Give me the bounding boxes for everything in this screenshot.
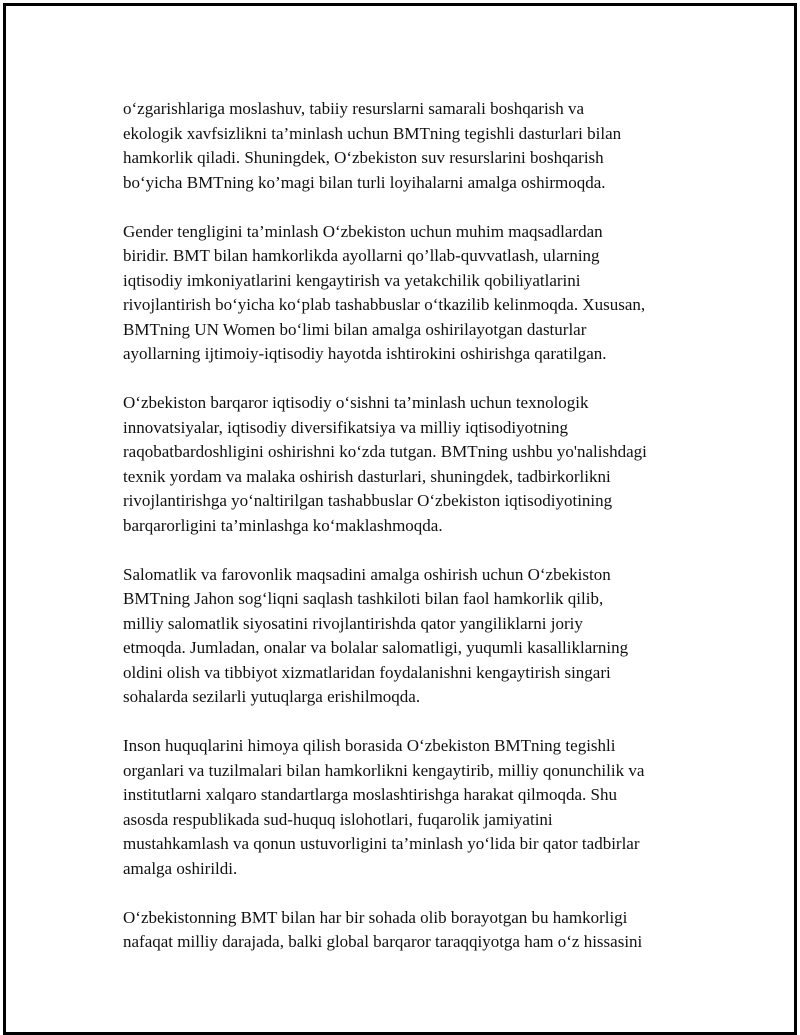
text-line: barqarorligini ta’minlashga ko‘maklashmoqda. <box>123 515 443 535</box>
text-line: milliy salomatlik siyosatini rivojlantirishda qator yangiliklarni joriy <box>123 613 583 633</box>
text-line: asosda respublikada sud-huquq islohotlari, fuqarolik jamiyatini <box>123 809 553 829</box>
document-body <box>123 97 703 979</box>
text-line: organlari va tuzilmalari bilan hamkorlikni kengaytirib, milliy qonunchilik va <box>123 760 645 780</box>
text-line: Inson huquqlarini himoya qilish borasida O‘zbekiston BMTning tegishli <box>123 736 616 755</box>
text-line: sohalarda sezilarli yutuqlarga erishilmoqda. <box>123 687 421 706</box>
text-line: rivojlantirishga yo‘naltirilgan tashabbuslar O‘zbekiston iqtisodiyotining <box>123 491 613 510</box>
text-line: nafaqat milliy darajada, balki global barqaror taraqqiyotga ham o‘z hissasini <box>123 932 643 951</box>
paragraph-economic-growth <box>123 391 703 538</box>
text-line: mustahkamlash va qonun ustuvorligini ta’minlash yo‘lida bir qator tadbirlar <box>123 834 640 853</box>
page-frame <box>3 3 797 1035</box>
text-line: Gender tengligini ta’minlash O‘zbekiston uchun muhim maqsadlardan <box>123 221 603 241</box>
paragraph-health <box>123 563 703 710</box>
text-line: ekologik xavfsizlikni ta’minlash uchun BMTning tegishli dasturlari bilan <box>123 123 622 143</box>
paragraph-human-rights <box>123 734 703 881</box>
text-line: Salomatlik va farovonlik maqsadini amalga oshirish uchun O‘zbekiston <box>123 564 611 584</box>
text-line: raqobatbardoshligini oshirishni ko‘zda tutgan. BMTning ushbu yo'nalishdagi <box>123 442 647 461</box>
text-line: bo‘yicha BMTning ko’magi bilan turli loyihalarni amalga oshirmoqda. <box>123 172 606 192</box>
text-line: amalga oshirildi. <box>123 858 238 878</box>
text-line: rivojlantirish bo‘yicha ko‘plab tashabbuslar o‘tkazilib kelinmoqda. Xususan, <box>123 295 646 314</box>
text-line: institutlarni xalqaro standartlarga moslashtirishga harakat qilmoqda. Shu <box>123 785 617 804</box>
paragraph-gender-equality <box>123 220 703 367</box>
text-line: BMTning UN Women bo‘limi bilan amalga oshirilayotgan dasturlar <box>123 319 587 339</box>
text-line: O‘zbekiston barqaror iqtisodiy o‘sishni ta’minlash uchun texnologik <box>123 393 589 412</box>
text-line: hamkorlik qiladi. Shuningdek, O‘zbekiston suv resurslarini boshqarish <box>123 148 604 167</box>
paragraph-environment <box>123 97 703 195</box>
text-line: BMTning Jahon sog‘liqni saqlash tashkiloti bilan faol hamkorlik qilib, <box>123 589 604 608</box>
text-line: o‘zgarishlariga moslashuv, tabiiy resurslarni samarali boshqarish va <box>123 99 585 118</box>
text-line: ayollarning ijtimoiy-iqtisodiy hayotda ishtirokini oshirishga qaratilgan. <box>123 344 607 363</box>
text-line: iqtisodiy imkoniyatlarini kengaytirish va yetakchilik qobiliyatlarini <box>123 270 581 290</box>
text-line: texnik yordam va malaka oshirish dasturlari, shuningdek, tadbirkorlikni <box>123 466 611 486</box>
text-line: innovatsiyalar, iqtisodiy diversifikatsiya va milliy iqtisodiyotning <box>123 417 569 437</box>
text-line: biridir. BMT bilan hamkorlikda ayollarni qo’llab-quvvatlash, ularning <box>123 246 600 265</box>
text-line: oldini olish va tibbiyot xizmatlaridan foydalanishni kengaytirish singari <box>123 662 611 682</box>
paragraph-conclusion <box>123 906 703 955</box>
text-line: O‘zbekistonning BMT bilan har bir sohada olib borayotgan bu hamkorligi <box>123 907 628 927</box>
text-line: etmoqda. Jumladan, onalar va bolalar salomatligi, yuqumli kasalliklarning <box>123 638 629 657</box>
